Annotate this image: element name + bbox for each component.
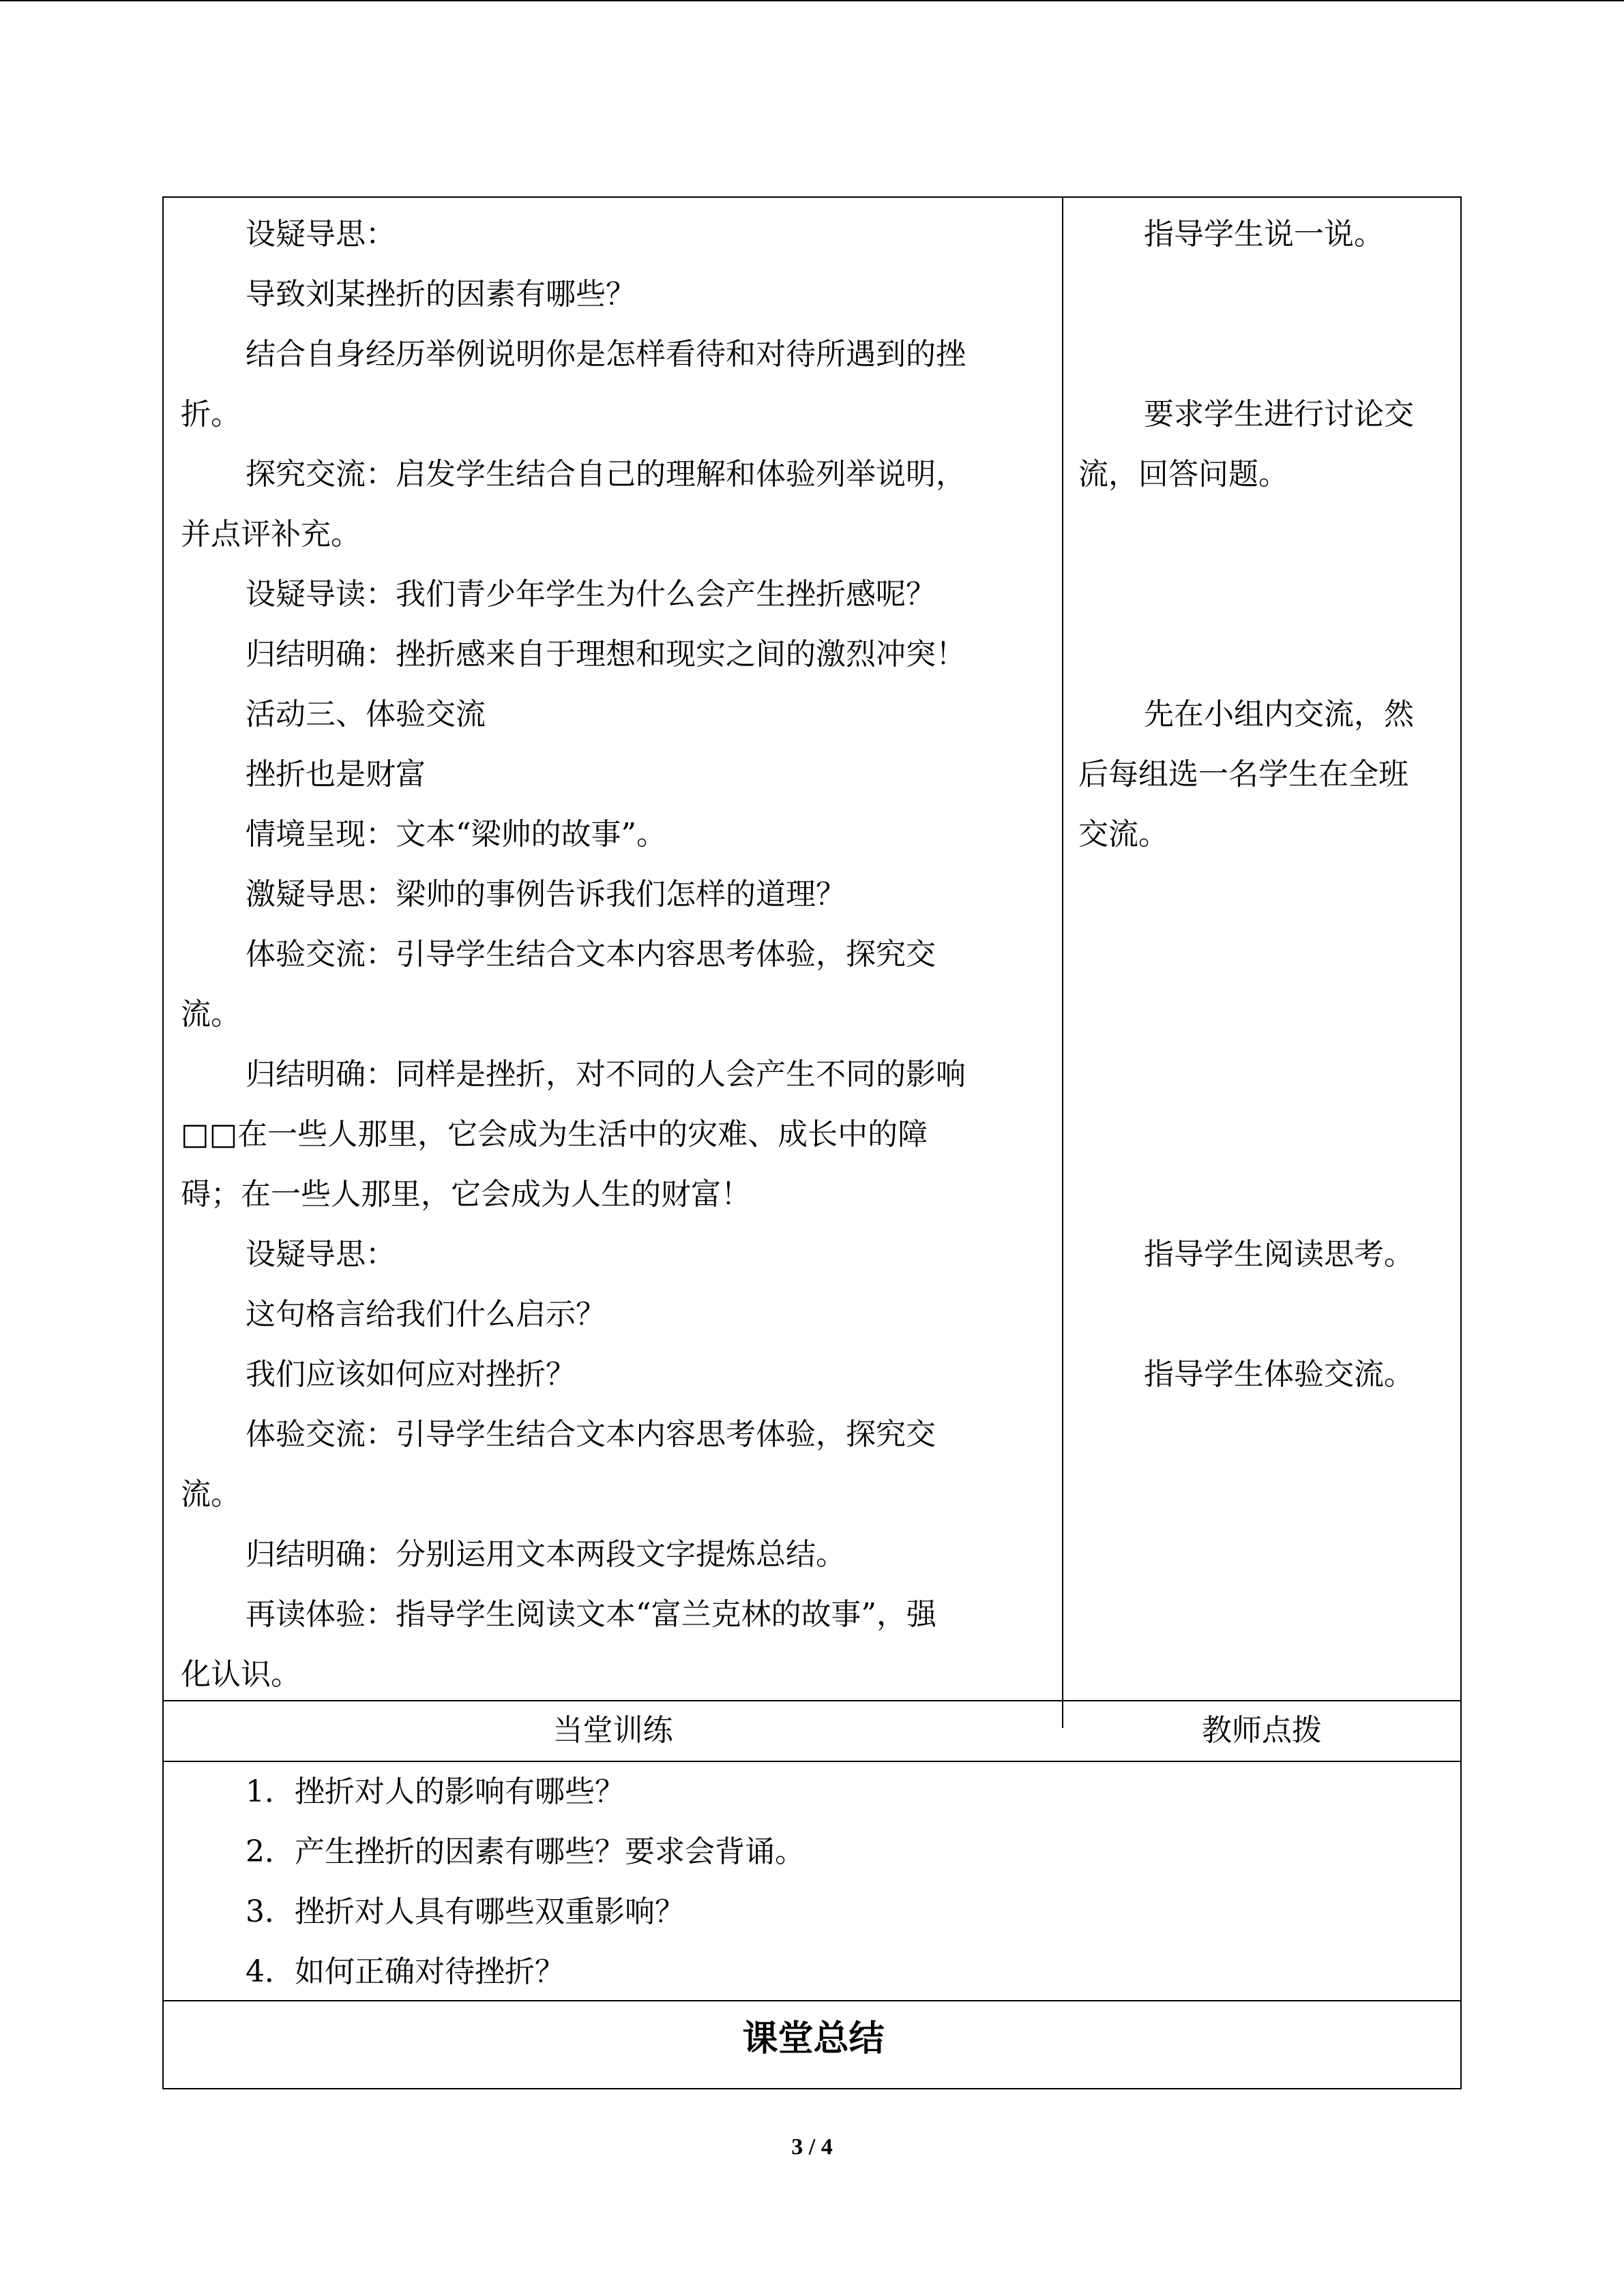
- text-line: 体验交流：引导学生结合文本内容思考体验，探究交: [246, 1417, 936, 1452]
- summary-title: 课堂总结: [742, 2018, 885, 2059]
- text-line: 设疑导读：我们青少年学生为什么会产生挫折感呢？: [246, 577, 936, 612]
- text-line: 我们应该如何应对挫折？: [246, 1357, 576, 1392]
- text-line: 碍；在一些人那里，它会成为人生的财富！: [181, 1177, 751, 1212]
- text-line: 再读体验：指导学生阅读文本“富兰克林的故事”，强: [246, 1597, 936, 1632]
- text-line: 设疑导思：: [246, 1237, 396, 1272]
- row-divider-exercises: [164, 2000, 1460, 2001]
- text-line: 情境呈现：文本“梁帅的故事”。: [246, 817, 666, 852]
- text-line: □□在一些人那里，它会成为生活中的灾难、成长中的障: [181, 1117, 928, 1152]
- text-line: 导致刘某挫折的因素有哪些？: [246, 277, 636, 312]
- guidance-line: 要求学生进行讨论交: [1144, 397, 1414, 432]
- text-line: 归结明确：分别运用文本两段文字提炼总结。: [246, 1537, 846, 1572]
- guidance-line: 交流。: [1078, 817, 1168, 852]
- exercise-item: 1．挫折对人的影响有哪些？: [246, 1774, 625, 1809]
- text-line: 探究交流：启发学生结合自己的理解和体验列举说明，: [246, 457, 966, 492]
- top-rule: [0, 0, 1624, 1]
- text-line: 并点评补充。: [181, 517, 361, 552]
- guidance-cell: [1063, 198, 1460, 1700]
- text-line: 归结明确：同样是挫折，对不同的人会产生不同的影响: [246, 1057, 966, 1092]
- guidance-line: 指导学生体验交流。: [1144, 1357, 1414, 1392]
- exercise-item: 4．如何正确对待挫折？: [246, 1954, 565, 1989]
- text-line: 激疑导思：梁帅的事例告诉我们怎样的道理？: [246, 877, 846, 912]
- text-line: 结合自身经历举例说明你是怎样看待和对待所遇到的挫: [246, 337, 966, 372]
- text-line: 设疑导思：: [246, 217, 396, 252]
- guidance-line: 先在小组内交流，然: [1144, 697, 1414, 732]
- guidance-line: 指导学生阅读思考。: [1144, 1237, 1414, 1272]
- row-divider-main: [164, 1700, 1460, 1701]
- text-line: 折。: [181, 397, 241, 432]
- exercise-item: 3．挫折对人具有哪些双重影响？: [246, 1894, 685, 1929]
- text-line: 流。: [181, 1477, 241, 1512]
- exercise-cell: [164, 1762, 1460, 2000]
- text-line: 这句格言给我们什么启示？: [246, 1297, 606, 1332]
- exercise-item: 2．产生挫折的因素有哪些？要求会背诵。: [246, 1834, 805, 1869]
- guidance-line: 后每组选一名学生在全班: [1078, 757, 1408, 792]
- section-heading: 活动三、体验交流: [246, 697, 486, 732]
- header-training: 当堂训练: [552, 1713, 673, 1748]
- page-number: 3 / 4: [791, 2134, 833, 2160]
- header-teacher-guidance: 教师点拨: [1202, 1713, 1322, 1748]
- text-line: 挫折也是财富: [246, 757, 426, 792]
- text-line: 流。: [181, 997, 241, 1032]
- guidance-line: 指导学生说一说。: [1144, 217, 1384, 252]
- activity-cell: [164, 198, 1062, 1700]
- lesson-table: [162, 196, 1462, 2089]
- text-line: 体验交流：引导学生结合文本内容思考体验，探究交: [246, 937, 936, 972]
- text-line: 归结明确：挫折感来自于理想和现实之间的激烈冲突！: [246, 637, 966, 672]
- text-line: 化认识。: [181, 1657, 301, 1692]
- guidance-line: 流，回答问题。: [1078, 457, 1288, 492]
